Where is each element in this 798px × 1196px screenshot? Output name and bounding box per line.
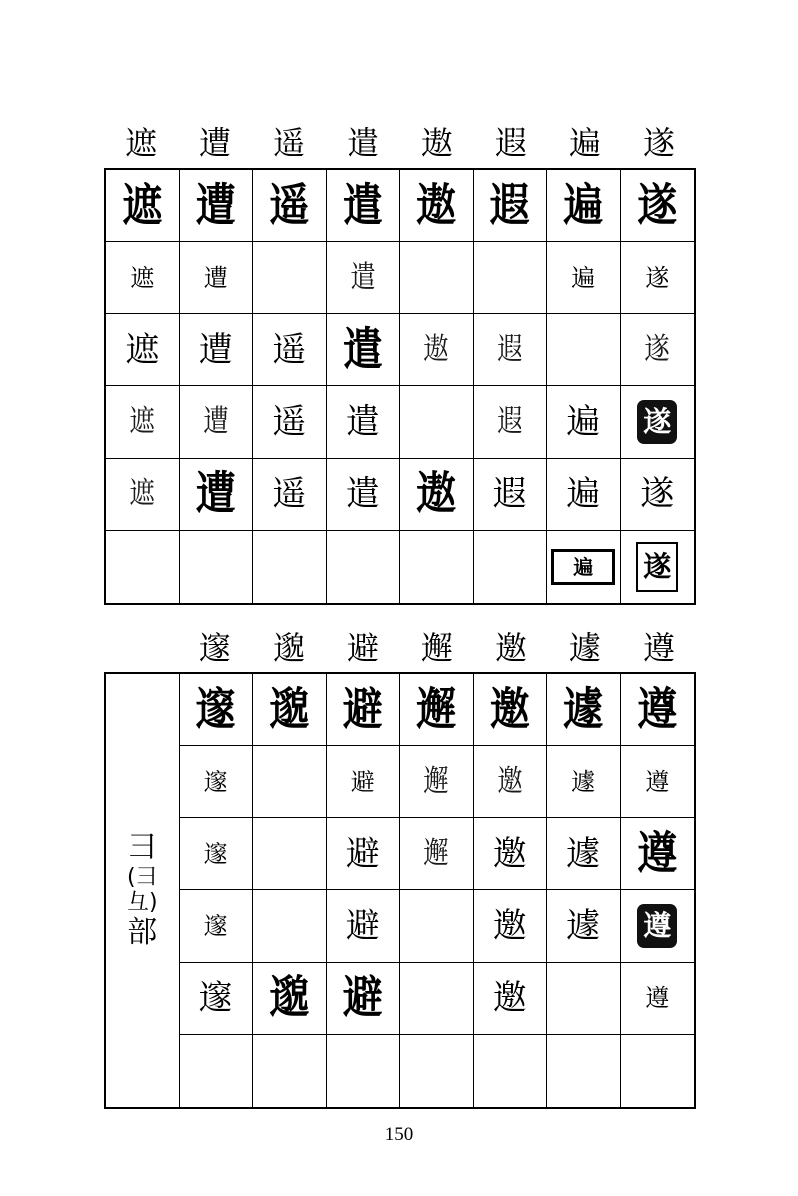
radical-label-part: (⺕	[126, 865, 158, 891]
seal-glyph: 遵	[645, 767, 670, 796]
table-cell	[180, 963, 254, 1035]
radical-label-part: 彐	[127, 829, 158, 865]
table-cell	[106, 531, 180, 603]
column-header: 遨	[420, 124, 453, 162]
seal-glyph: 避	[345, 833, 380, 874]
table-cell	[621, 1035, 695, 1107]
seal-glyph: 遥	[269, 178, 310, 232]
seal-glyph: 邃	[195, 682, 236, 736]
table-cell	[327, 818, 401, 890]
table-cell	[474, 314, 548, 386]
seal-glyph: 遥	[272, 402, 307, 443]
column-header: 遣	[346, 124, 379, 162]
seal-glyph: 遮	[125, 329, 160, 370]
table-cell	[400, 890, 474, 962]
seal-glyph: 邂	[423, 763, 449, 799]
bottom-column-headers	[104, 628, 696, 668]
seal-glyph: 邀	[492, 978, 527, 1019]
column-header: 遥	[272, 124, 305, 162]
table-cell	[621, 170, 695, 242]
seal-glyph: 避	[345, 906, 380, 947]
seal-glyph: 遂	[644, 331, 670, 367]
table-cell	[474, 1035, 548, 1107]
table-cell	[253, 1035, 327, 1107]
seal-glyph: 遭	[195, 178, 236, 232]
radical-label-cell	[106, 674, 180, 1107]
table-cell	[327, 1035, 401, 1107]
table-cell	[327, 746, 401, 818]
table-cell	[400, 459, 474, 531]
seal-glyph: 遣	[350, 259, 376, 295]
table-cell	[474, 531, 548, 603]
table-cell	[327, 963, 401, 1035]
table-cell	[621, 386, 695, 458]
table-cell	[180, 746, 254, 818]
table-cell	[474, 386, 548, 458]
seal-glyph: 遭	[203, 263, 228, 292]
table-cell	[180, 674, 254, 746]
seal-glyph: 邀	[492, 833, 527, 874]
table-cell	[106, 242, 180, 314]
table-cell	[547, 386, 621, 458]
table-cell	[400, 818, 474, 890]
seal-glyph: 遂	[640, 474, 675, 515]
column-header: 遂	[642, 124, 675, 162]
seal-glyph: 遽	[566, 833, 601, 874]
table-cell	[253, 818, 327, 890]
table-cell	[327, 170, 401, 242]
table-cell	[547, 818, 621, 890]
table-cell	[474, 890, 548, 962]
seal-glyph: 遮	[129, 404, 155, 440]
table-cell	[400, 674, 474, 746]
table-cell	[106, 459, 180, 531]
seal-glyph: 遭	[198, 329, 233, 370]
seal-glyph: 遣	[342, 323, 383, 376]
seal-glyph: 遭	[203, 404, 229, 440]
column-header: 遍	[568, 124, 601, 162]
table-cell	[253, 963, 327, 1035]
table-cell	[621, 746, 695, 818]
table-cell	[621, 459, 695, 531]
seal-glyph: 遍	[551, 549, 615, 585]
seal-glyph: 遂	[645, 263, 670, 292]
bottom-seal-table	[104, 672, 696, 1109]
seal-glyph: 遮	[122, 178, 163, 232]
seal-glyph: 遍	[571, 263, 596, 292]
table-cell	[474, 170, 548, 242]
seal-glyph: 遽	[563, 682, 604, 736]
table-cell	[547, 963, 621, 1035]
table-cell	[400, 314, 474, 386]
seal-glyph: 邃	[203, 839, 228, 868]
seal-glyph: 邂	[416, 682, 457, 736]
column-header: 遭	[198, 124, 231, 162]
seal-glyph: 遨	[416, 178, 457, 232]
table-cell	[547, 531, 621, 603]
column-header: 邈	[272, 629, 305, 667]
seal-glyph: 遽	[571, 767, 596, 796]
table-cell	[180, 170, 254, 242]
seal-glyph: 避	[350, 767, 375, 796]
seal-glyph: 遵	[637, 682, 678, 736]
table-cell	[400, 963, 474, 1035]
seal-glyph: 遥	[272, 474, 307, 515]
table-cell	[621, 963, 695, 1035]
table-cell	[400, 386, 474, 458]
table-cell	[547, 242, 621, 314]
column-header: 避	[346, 629, 379, 667]
table-cell	[253, 459, 327, 531]
seal-glyph: 邀	[497, 763, 523, 799]
seal-glyph: 遣	[345, 474, 380, 515]
seal-glyph: 避	[342, 682, 383, 736]
table-cell	[327, 459, 401, 531]
table-cell	[547, 890, 621, 962]
column-header: 邂	[420, 629, 453, 667]
seal-glyph: 邂	[423, 835, 449, 871]
table-cell	[621, 531, 695, 603]
table-cell	[180, 459, 254, 531]
seal-glyph: 遂	[637, 400, 677, 444]
table-cell	[253, 242, 327, 314]
radical-label-part: 部	[127, 914, 158, 950]
seal-glyph: 避	[342, 971, 383, 1024]
seal-glyph: 邃	[198, 978, 233, 1019]
table-cell	[474, 242, 548, 314]
table-cell	[180, 242, 254, 314]
table-cell	[547, 170, 621, 242]
seal-glyph: 遭	[195, 467, 236, 520]
seal-glyph: 遨	[423, 331, 449, 367]
radical-label-part: 彑)	[126, 890, 158, 916]
table-cell	[327, 890, 401, 962]
seal-glyph: 邈	[269, 682, 310, 736]
table-cell	[106, 386, 180, 458]
table-cell	[327, 314, 401, 386]
seal-glyph: 邈	[269, 971, 310, 1024]
column-header: 遽	[568, 629, 601, 667]
table-cell	[400, 170, 474, 242]
table-cell	[547, 1035, 621, 1107]
top-column-headers	[104, 123, 696, 163]
table-cell	[547, 314, 621, 386]
table-cell	[180, 314, 254, 386]
seal-glyph: 遽	[566, 906, 601, 947]
table-cell	[327, 531, 401, 603]
seal-glyph: 邃	[203, 912, 228, 941]
seal-glyph: 邀	[492, 906, 527, 947]
table-cell	[621, 242, 695, 314]
table-cell	[106, 170, 180, 242]
seal-glyph: 遂	[636, 542, 678, 592]
table-cell	[474, 674, 548, 746]
table-cell	[400, 746, 474, 818]
seal-glyph: 遮	[130, 263, 155, 292]
table-cell	[621, 890, 695, 962]
table-cell	[474, 818, 548, 890]
seal-glyph: 遐	[492, 474, 527, 515]
table-cell	[547, 746, 621, 818]
seal-glyph: 邀	[489, 682, 530, 736]
seal-glyph: 遨	[416, 467, 457, 520]
table-cell	[180, 890, 254, 962]
seal-glyph: 遐	[497, 331, 523, 367]
table-cell	[180, 818, 254, 890]
seal-glyph: 遐	[489, 178, 530, 232]
table-cell	[400, 1035, 474, 1107]
seal-glyph: 遵	[637, 904, 677, 948]
column-header: 遵	[642, 629, 675, 667]
table-cell	[327, 386, 401, 458]
seal-glyph: 遥	[272, 329, 307, 370]
seal-glyph: 遮	[129, 476, 155, 512]
table-cell	[621, 818, 695, 890]
table-cell	[621, 674, 695, 746]
table-cell	[400, 531, 474, 603]
table-cell	[327, 242, 401, 314]
table-cell	[253, 674, 327, 746]
top-seal-table	[104, 168, 696, 605]
table-cell	[253, 746, 327, 818]
seal-glyph: 遐	[497, 404, 523, 440]
table-cell	[400, 242, 474, 314]
seal-glyph: 遵	[645, 984, 670, 1013]
seal-glyph: 遵	[637, 827, 678, 880]
table-cell	[547, 459, 621, 531]
seal-glyph: 遣	[345, 402, 380, 443]
page-number: 150	[384, 1124, 414, 1145]
table-cell	[180, 531, 254, 603]
column-header: 邃	[198, 629, 231, 667]
table-cell	[474, 459, 548, 531]
table-cell	[253, 890, 327, 962]
table-cell	[180, 386, 254, 458]
table-cell	[253, 170, 327, 242]
table-cell	[327, 674, 401, 746]
column-header: 遮	[124, 124, 157, 162]
table-cell	[253, 386, 327, 458]
table-cell	[474, 963, 548, 1035]
table-cell	[253, 314, 327, 386]
column-header: 遐	[494, 124, 527, 162]
column-header: 邀	[494, 629, 527, 667]
seal-glyph: 遂	[637, 178, 678, 232]
table-cell	[106, 314, 180, 386]
seal-glyph: 遍	[566, 474, 601, 515]
seal-glyph: 遍	[563, 178, 604, 232]
seal-glyph: 遍	[566, 402, 601, 443]
table-cell	[621, 314, 695, 386]
seal-glyph: 遣	[342, 178, 383, 232]
table-cell	[180, 1035, 254, 1107]
table-cell	[547, 674, 621, 746]
table-cell	[474, 746, 548, 818]
seal-glyph: 邃	[203, 767, 228, 796]
table-cell	[253, 531, 327, 603]
